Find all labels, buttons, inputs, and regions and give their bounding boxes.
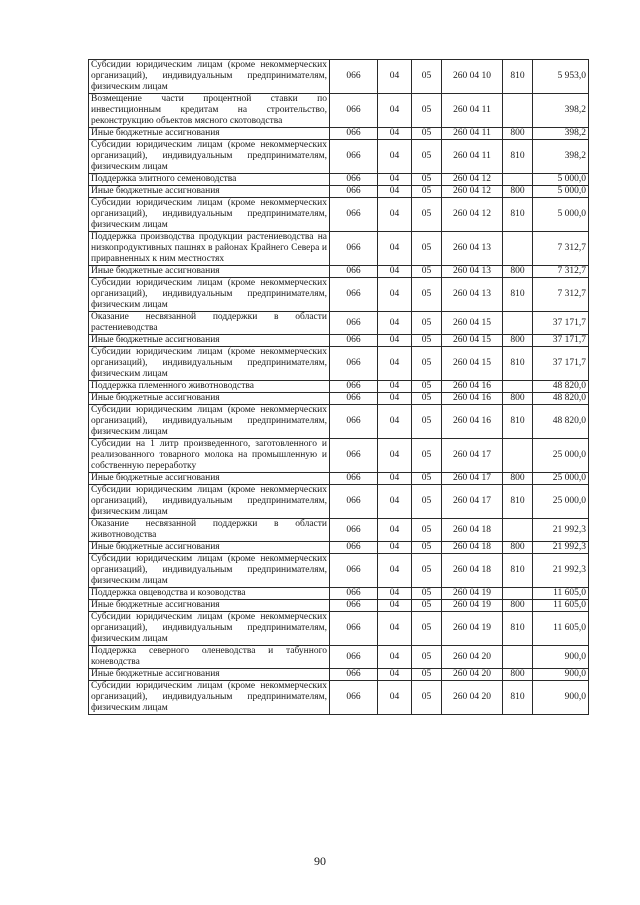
item-name: Субсидии юридическим лицам (кроме некоммерческих организаций), индивидуальным предпринимателям, физическим лицам bbox=[89, 612, 330, 646]
section-code: 04 bbox=[378, 646, 412, 669]
section-code: 04 bbox=[378, 542, 412, 554]
item-name: Поддержка производства продукции растениеводства на низкопродуктивных пашнях в районах Крайнего Севера и приравненных к ним местностях bbox=[89, 232, 330, 266]
expense-type-code: 800 bbox=[503, 669, 533, 681]
target-article-code: 260 04 19 bbox=[442, 600, 503, 612]
ministry-code: 066 bbox=[330, 198, 378, 232]
ministry-code: 066 bbox=[330, 393, 378, 405]
item-name: Иные бюджетные ассигнования bbox=[89, 669, 330, 681]
expense-type-code: 810 bbox=[503, 612, 533, 646]
subsection-code: 05 bbox=[412, 198, 442, 232]
amount: 25 000,0 bbox=[533, 473, 589, 485]
amount: 11 605,0 bbox=[533, 612, 589, 646]
table-row bbox=[89, 232, 589, 266]
table-row bbox=[89, 405, 589, 439]
ministry-code: 066 bbox=[330, 278, 378, 312]
subsection-code: 05 bbox=[412, 405, 442, 439]
amount: 21 992,3 bbox=[533, 542, 589, 554]
table-row bbox=[89, 473, 589, 485]
amount: 900,0 bbox=[533, 646, 589, 669]
subsection-code: 05 bbox=[412, 186, 442, 198]
expense-type-code: 810 bbox=[503, 140, 533, 174]
table-row bbox=[89, 381, 589, 393]
ministry-code: 066 bbox=[330, 186, 378, 198]
expense-type-code: 810 bbox=[503, 198, 533, 232]
ministry-code: 066 bbox=[330, 266, 378, 278]
expense-type-code: 800 bbox=[503, 473, 533, 485]
budget-table bbox=[88, 59, 589, 715]
target-article-code: 260 04 15 bbox=[442, 347, 503, 381]
ministry-code: 066 bbox=[330, 140, 378, 174]
amount: 7 312,7 bbox=[533, 232, 589, 266]
item-name: Иные бюджетные ассигнования bbox=[89, 600, 330, 612]
section-code: 04 bbox=[378, 174, 412, 186]
amount: 11 605,0 bbox=[533, 600, 589, 612]
item-name: Субсидии юридическим лицам (кроме некоммерческих организаций), индивидуальным предпринимателям, физическим лицам bbox=[89, 140, 330, 174]
subsection-code: 05 bbox=[412, 335, 442, 347]
expense-type-code: 810 bbox=[503, 405, 533, 439]
item-name: Иные бюджетные ассигнования bbox=[89, 393, 330, 405]
section-code: 04 bbox=[378, 588, 412, 600]
table-row bbox=[89, 669, 589, 681]
expense-type-code: 800 bbox=[503, 542, 533, 554]
ministry-code: 066 bbox=[330, 473, 378, 485]
target-article-code: 260 04 17 bbox=[442, 473, 503, 485]
table-row bbox=[89, 681, 589, 715]
amount: 5 000,0 bbox=[533, 174, 589, 186]
table-row bbox=[89, 140, 589, 174]
expense-type-code: 800 bbox=[503, 600, 533, 612]
target-article-code: 260 04 11 bbox=[442, 140, 503, 174]
subsection-code: 05 bbox=[412, 485, 442, 519]
table-row bbox=[89, 439, 589, 473]
subsection-code: 05 bbox=[412, 347, 442, 381]
ministry-code: 066 bbox=[330, 312, 378, 335]
amount: 21 992,3 bbox=[533, 519, 589, 542]
ministry-code: 066 bbox=[330, 669, 378, 681]
target-article-code: 260 04 12 bbox=[442, 186, 503, 198]
section-code: 04 bbox=[378, 405, 412, 439]
target-article-code: 260 04 17 bbox=[442, 485, 503, 519]
target-article-code: 260 04 19 bbox=[442, 612, 503, 646]
table-row bbox=[89, 335, 589, 347]
table-row bbox=[89, 588, 589, 600]
subsection-code: 05 bbox=[412, 612, 442, 646]
subsection-code: 05 bbox=[412, 669, 442, 681]
table-row bbox=[89, 198, 589, 232]
expense-type-code: 800 bbox=[503, 266, 533, 278]
item-name: Оказание несвязанной поддержки в области животноводства bbox=[89, 519, 330, 542]
target-article-code: 260 04 11 bbox=[442, 94, 503, 128]
amount: 398,2 bbox=[533, 128, 589, 140]
target-article-code: 260 04 18 bbox=[442, 554, 503, 588]
section-code: 04 bbox=[378, 60, 412, 94]
subsection-code: 05 bbox=[412, 588, 442, 600]
ministry-code: 066 bbox=[330, 347, 378, 381]
item-name: Субсидии юридическим лицам (кроме некоммерческих организаций), индивидуальным предпринимателям, физическим лицам bbox=[89, 485, 330, 519]
item-name: Иные бюджетные ассигнования bbox=[89, 335, 330, 347]
amount: 11 605,0 bbox=[533, 588, 589, 600]
subsection-code: 05 bbox=[412, 140, 442, 174]
subsection-code: 05 bbox=[412, 232, 442, 266]
subsection-code: 05 bbox=[412, 393, 442, 405]
table-row bbox=[89, 600, 589, 612]
amount: 25 000,0 bbox=[533, 439, 589, 473]
expense-type-code: 810 bbox=[503, 554, 533, 588]
item-name: Субсидии юридическим лицам (кроме некоммерческих организаций), индивидуальным предпринимателям, физическим лицам bbox=[89, 198, 330, 232]
subsection-code: 05 bbox=[412, 519, 442, 542]
table-row bbox=[89, 393, 589, 405]
target-article-code: 260 04 19 bbox=[442, 588, 503, 600]
section-code: 04 bbox=[378, 94, 412, 128]
amount: 37 171,7 bbox=[533, 347, 589, 381]
section-code: 04 bbox=[378, 140, 412, 174]
table-row bbox=[89, 186, 589, 198]
table-row bbox=[89, 128, 589, 140]
subsection-code: 05 bbox=[412, 94, 442, 128]
ministry-code: 066 bbox=[330, 439, 378, 473]
subsection-code: 05 bbox=[412, 600, 442, 612]
item-name: Поддержка овцеводства и козоводства bbox=[89, 588, 330, 600]
expense-type-code: 800 bbox=[503, 128, 533, 140]
table-row bbox=[89, 266, 589, 278]
ministry-code: 066 bbox=[330, 405, 378, 439]
item-name: Поддержка северного оленеводства и табунного коневодства bbox=[89, 646, 330, 669]
subsection-code: 05 bbox=[412, 439, 442, 473]
amount: 5 000,0 bbox=[533, 198, 589, 232]
subsection-code: 05 bbox=[412, 554, 442, 588]
subsection-code: 05 bbox=[412, 174, 442, 186]
ministry-code: 066 bbox=[330, 600, 378, 612]
amount: 5 953,0 bbox=[533, 60, 589, 94]
amount: 25 000,0 bbox=[533, 485, 589, 519]
amount: 37 171,7 bbox=[533, 312, 589, 335]
subsection-code: 05 bbox=[412, 681, 442, 715]
subsection-code: 05 bbox=[412, 542, 442, 554]
item-name: Субсидии юридическим лицам (кроме некоммерческих организаций), индивидуальным предпринимателям, физическим лицам bbox=[89, 554, 330, 588]
section-code: 04 bbox=[378, 266, 412, 278]
ministry-code: 066 bbox=[330, 174, 378, 186]
section-code: 04 bbox=[378, 600, 412, 612]
amount: 7 312,7 bbox=[533, 266, 589, 278]
target-article-code: 260 04 13 bbox=[442, 266, 503, 278]
expense-type-code bbox=[503, 312, 533, 335]
expense-type-code: 800 bbox=[503, 335, 533, 347]
amount: 21 992,3 bbox=[533, 554, 589, 588]
subsection-code: 05 bbox=[412, 278, 442, 312]
target-article-code: 260 04 16 bbox=[442, 405, 503, 439]
target-article-code: 260 04 13 bbox=[442, 278, 503, 312]
ministry-code: 066 bbox=[330, 128, 378, 140]
target-article-code: 260 04 15 bbox=[442, 312, 503, 335]
subsection-code: 05 bbox=[412, 473, 442, 485]
ministry-code: 066 bbox=[330, 94, 378, 128]
table-row bbox=[89, 646, 589, 669]
page-number: 90 bbox=[314, 854, 326, 868]
table-row bbox=[89, 542, 589, 554]
section-code: 04 bbox=[378, 232, 412, 266]
ministry-code: 066 bbox=[330, 335, 378, 347]
item-name: Субсидии юридическим лицам (кроме некоммерческих организаций), индивидуальным предпринимателям, физическим лицам bbox=[89, 347, 330, 381]
ministry-code: 066 bbox=[330, 232, 378, 266]
amount: 398,2 bbox=[533, 94, 589, 128]
subsection-code: 05 bbox=[412, 381, 442, 393]
ministry-code: 066 bbox=[330, 612, 378, 646]
ministry-code: 066 bbox=[330, 381, 378, 393]
item-name: Иные бюджетные ассигнования bbox=[89, 128, 330, 140]
expense-type-code: 800 bbox=[503, 393, 533, 405]
target-article-code: 260 04 12 bbox=[442, 198, 503, 232]
subsection-code: 05 bbox=[412, 60, 442, 94]
item-name: Поддержка элитного семеноводства bbox=[89, 174, 330, 186]
item-name: Возмещение части процентной ставки по инвестиционным кредитам на строительство, реконструкцию объектов мясного скотоводства bbox=[89, 94, 330, 128]
amount: 398,2 bbox=[533, 140, 589, 174]
item-name: Субсидии на 1 литр произведенного, заготовленного и реализованного товарного молока на промышленную и собственную переработку bbox=[89, 439, 330, 473]
ministry-code: 066 bbox=[330, 60, 378, 94]
section-code: 04 bbox=[378, 473, 412, 485]
expense-type-code bbox=[503, 588, 533, 600]
target-article-code: 260 04 17 bbox=[442, 439, 503, 473]
section-code: 04 bbox=[378, 347, 412, 381]
table-row bbox=[89, 312, 589, 335]
amount: 7 312,7 bbox=[533, 278, 589, 312]
section-code: 04 bbox=[378, 554, 412, 588]
expense-type-code bbox=[503, 646, 533, 669]
item-name: Иные бюджетные ассигнования bbox=[89, 542, 330, 554]
table-row bbox=[89, 278, 589, 312]
target-article-code: 260 04 16 bbox=[442, 393, 503, 405]
section-code: 04 bbox=[378, 198, 412, 232]
item-name: Субсидии юридическим лицам (кроме некоммерческих организаций), индивидуальным предпринимателям, физическим лицам bbox=[89, 60, 330, 94]
ministry-code: 066 bbox=[330, 554, 378, 588]
expense-type-code: 810 bbox=[503, 681, 533, 715]
amount: 48 820,0 bbox=[533, 405, 589, 439]
amount: 37 171,7 bbox=[533, 335, 589, 347]
target-article-code: 260 04 13 bbox=[442, 232, 503, 266]
amount: 5 000,0 bbox=[533, 186, 589, 198]
expense-type-code bbox=[503, 232, 533, 266]
target-article-code: 260 04 20 bbox=[442, 669, 503, 681]
ministry-code: 066 bbox=[330, 519, 378, 542]
expense-type-code bbox=[503, 439, 533, 473]
item-name: Оказание несвязанной поддержки в области растениеводства bbox=[89, 312, 330, 335]
item-name: Субсидии юридическим лицам (кроме некоммерческих организаций), индивидуальным предпринимателям, физическим лицам bbox=[89, 681, 330, 715]
section-code: 04 bbox=[378, 278, 412, 312]
target-article-code: 260 04 18 bbox=[442, 519, 503, 542]
amount: 48 820,0 bbox=[533, 393, 589, 405]
section-code: 04 bbox=[378, 186, 412, 198]
subsection-code: 05 bbox=[412, 266, 442, 278]
item-name: Иные бюджетные ассигнования bbox=[89, 266, 330, 278]
section-code: 04 bbox=[378, 128, 412, 140]
expense-type-code: 810 bbox=[503, 278, 533, 312]
section-code: 04 bbox=[378, 612, 412, 646]
target-article-code: 260 04 11 bbox=[442, 128, 503, 140]
amount: 900,0 bbox=[533, 681, 589, 715]
subsection-code: 05 bbox=[412, 128, 442, 140]
section-code: 04 bbox=[378, 335, 412, 347]
expense-type-code bbox=[503, 519, 533, 542]
target-article-code: 260 04 12 bbox=[442, 174, 503, 186]
table-row bbox=[89, 612, 589, 646]
subsection-code: 05 bbox=[412, 646, 442, 669]
table-row bbox=[89, 519, 589, 542]
target-article-code: 260 04 16 bbox=[442, 381, 503, 393]
table-row bbox=[89, 60, 589, 94]
item-name: Иные бюджетные ассигнования bbox=[89, 186, 330, 198]
expense-type-code: 800 bbox=[503, 186, 533, 198]
section-code: 04 bbox=[378, 669, 412, 681]
expense-type-code: 810 bbox=[503, 347, 533, 381]
subsection-code: 05 bbox=[412, 312, 442, 335]
item-name: Субсидии юридическим лицам (кроме некоммерческих организаций), индивидуальным предпринимателям, физическим лицам bbox=[89, 405, 330, 439]
section-code: 04 bbox=[378, 519, 412, 542]
table-row bbox=[89, 347, 589, 381]
expense-type-code: 810 bbox=[503, 60, 533, 94]
target-article-code: 260 04 18 bbox=[442, 542, 503, 554]
section-code: 04 bbox=[378, 381, 412, 393]
item-name: Поддержка племенного животноводства bbox=[89, 381, 330, 393]
budget-table-body bbox=[89, 60, 589, 715]
table-row bbox=[89, 554, 589, 588]
expense-type-code: 810 bbox=[503, 485, 533, 519]
section-code: 04 bbox=[378, 439, 412, 473]
expense-type-code bbox=[503, 174, 533, 186]
table-row bbox=[89, 94, 589, 128]
table-row bbox=[89, 485, 589, 519]
target-article-code: 260 04 20 bbox=[442, 646, 503, 669]
item-name: Иные бюджетные ассигнования bbox=[89, 473, 330, 485]
table-row bbox=[89, 174, 589, 186]
ministry-code: 066 bbox=[330, 681, 378, 715]
target-article-code: 260 04 20 bbox=[442, 681, 503, 715]
expense-type-code bbox=[503, 381, 533, 393]
expense-type-code bbox=[503, 94, 533, 128]
item-name: Субсидии юридическим лицам (кроме некоммерческих организаций), индивидуальным предпринимателям, физическим лицам bbox=[89, 278, 330, 312]
amount: 48 820,0 bbox=[533, 381, 589, 393]
ministry-code: 066 bbox=[330, 646, 378, 669]
target-article-code: 260 04 15 bbox=[442, 335, 503, 347]
ministry-code: 066 bbox=[330, 542, 378, 554]
section-code: 04 bbox=[378, 393, 412, 405]
section-code: 04 bbox=[378, 485, 412, 519]
ministry-code: 066 bbox=[330, 588, 378, 600]
section-code: 04 bbox=[378, 681, 412, 715]
target-article-code: 260 04 10 bbox=[442, 60, 503, 94]
ministry-code: 066 bbox=[330, 485, 378, 519]
amount: 900,0 bbox=[533, 669, 589, 681]
section-code: 04 bbox=[378, 312, 412, 335]
